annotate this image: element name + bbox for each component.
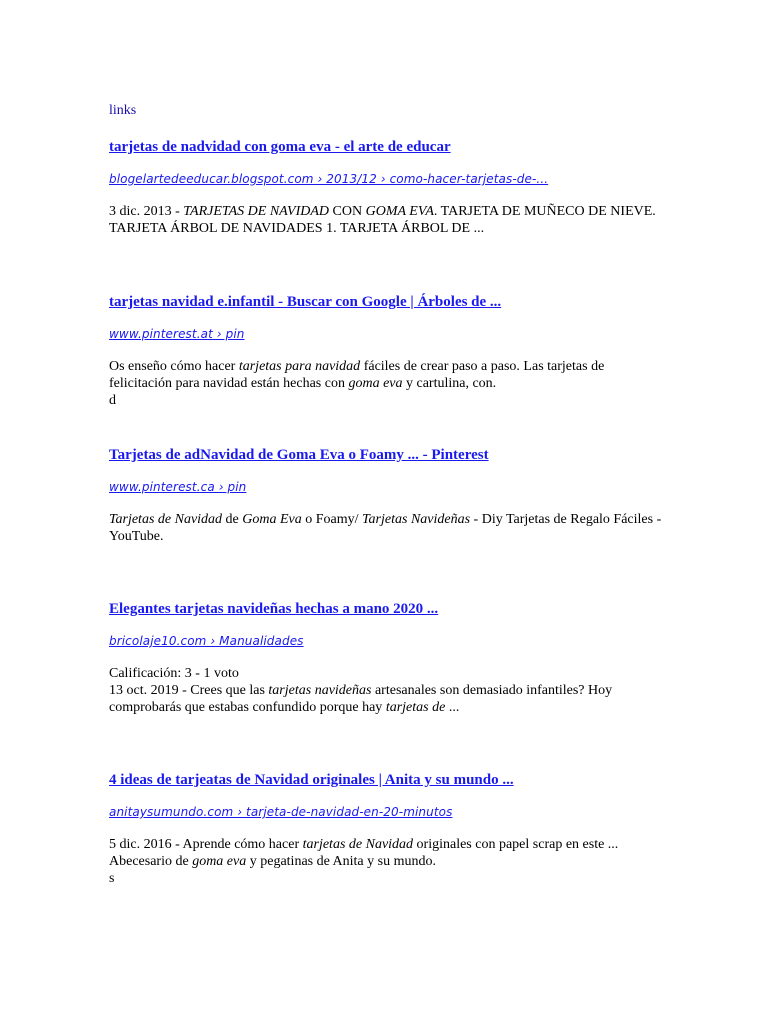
search-result — [109, 137, 669, 236]
snippet-emphasis: GOMA EVA — [365, 204, 434, 219]
result-title-link[interactable]: tarjetas de nadvidad con goma eva - el arte de educar — [109, 139, 451, 155]
result-url-link[interactable]: bricolaje10.com › Manualidades — [109, 634, 304, 648]
snippet-text: Tarjetas de Navidad de Goma Eva o Foamy/ Tarjetas Navideñas - Diy Tarjetas de Regalo Fáciles - YouTube. — [109, 512, 662, 544]
snippet-text: 3 dic. 2013 - TARJETAS DE NAVIDAD CON GOMA EVA. TARJETA DE MUÑECO DE NIEVE. TARJETA ÁRBOL DE NAVIDADES 1. TARJETA ÁRBOL DE ... — [109, 204, 656, 236]
snippet-emphasis: goma eva — [348, 376, 403, 391]
search-result — [109, 445, 669, 544]
result-title-link[interactable]: Elegantes tarjetas navideñas hechas a mano 2020 ... — [109, 601, 439, 617]
snippet-extra-line: d — [109, 393, 116, 408]
snippet-emphasis: tarjetas navideñas — [268, 683, 372, 698]
snippet-emphasis: Tarjetas de Navidad — [109, 512, 223, 527]
snippet-emphasis: TARJETAS DE NAVIDAD — [183, 204, 330, 219]
snippet-text: Os enseño cómo hacer tarjetas para navidad fáciles de crear paso a paso. Las tarjetas de felicitación para navidad están hechas con goma eva y cartulina, con. — [109, 359, 605, 391]
snippet-emphasis: tarjetas para navidad — [238, 359, 361, 374]
result-url-link[interactable]: www.pinterest.at › pin — [109, 327, 245, 341]
links-label[interactable]: links — [109, 103, 137, 118]
search-result — [109, 292, 669, 408]
snippet-extra-line: s — [109, 871, 115, 886]
snippet-text: 13 oct. 2019 - Crees que las tarjetas navideñas artesanales son demasiado infantiles? Hoy comprobarás que estabas confundido porque hay tarjetas de ... — [109, 683, 613, 715]
snippet-emphasis: Tarjetas Navideñas — [362, 512, 471, 527]
result-url-link[interactable]: www.pinterest.ca › pin — [109, 480, 247, 494]
search-result — [109, 770, 669, 886]
snippet-text: 5 dic. 2016 - Aprende cómo hacer tarjetas de Navidad originales con papel scrap en este ... Abecesario de goma eva y pegatinas de Anita y su mundo. — [109, 837, 619, 869]
result-url-link[interactable]: anitaysumundo.com › tarjeta-de-navidad-en-20-minutos — [109, 805, 453, 819]
result-url-link[interactable]: blogelartedeeducar.blogspot.com › 2013/12 › como-hacer-tarjetas-de-... — [109, 172, 549, 186]
search-result — [109, 599, 669, 715]
snippet-emphasis: Goma Eva — [242, 512, 302, 527]
snippet-emphasis: tarjetas de — [385, 700, 446, 715]
result-snippet — [109, 358, 669, 409]
result-title-link[interactable]: Tarjetas de adNavidad de Goma Eva o Foamy ... - Pinterest — [109, 447, 489, 463]
result-snippet — [109, 665, 669, 716]
rating-text: Calificación: 3 - 1 voto — [109, 666, 239, 681]
result-snippet — [109, 511, 669, 545]
result-title-link[interactable]: 4 ideas de tarjeatas de Navidad originales | Anita y su mundo ... — [109, 772, 514, 788]
result-snippet — [109, 203, 669, 237]
snippet-emphasis: tarjetas de Navidad — [302, 837, 414, 852]
result-snippet — [109, 836, 669, 887]
snippet-emphasis: goma eva — [192, 854, 247, 869]
result-title-link[interactable]: tarjetas navidad e.infantil - Buscar con Google | Árboles de ... — [109, 294, 502, 310]
